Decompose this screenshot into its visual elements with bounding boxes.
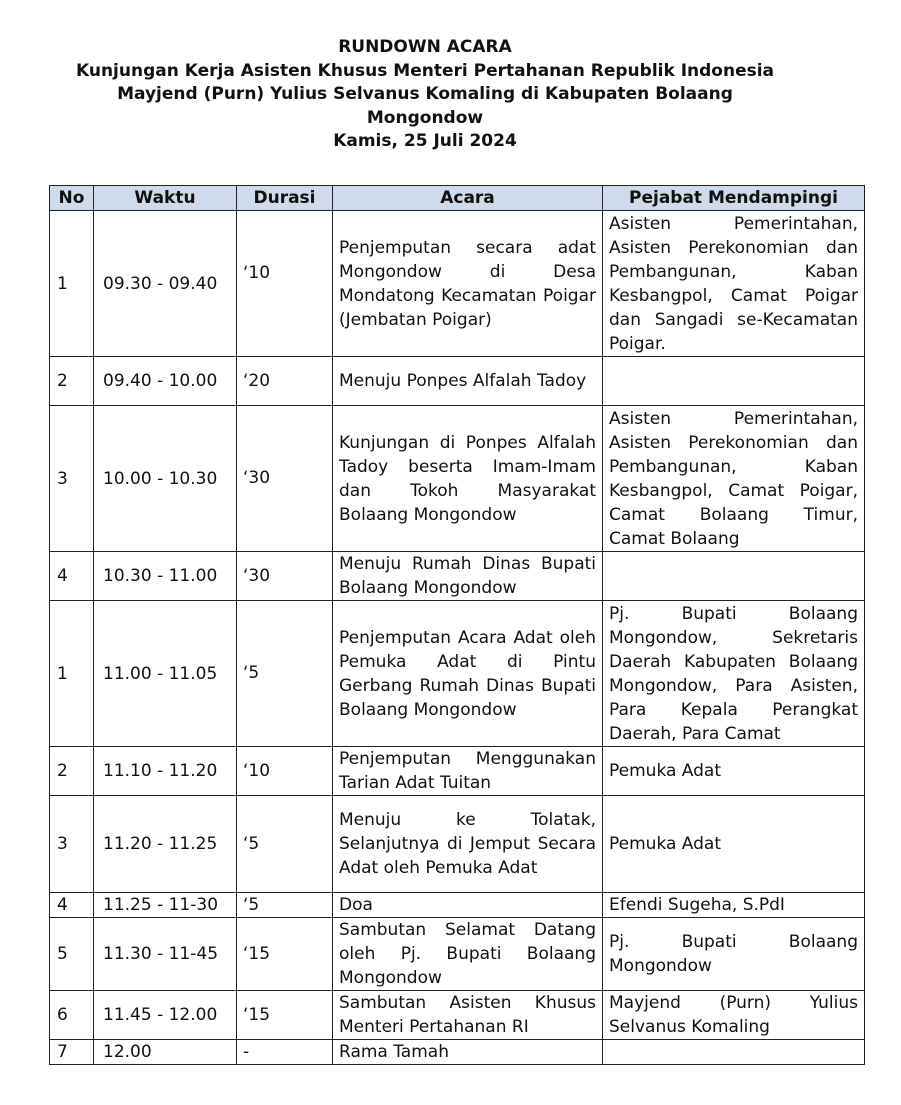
cell-time: 11.25 - 11-30 <box>94 893 237 918</box>
cell-officials: Asisten Pemerintahan, Asisten Perekonomian dan Pembangunan, Kaban Kesbangpol, Camat Poigar, Camat Bolaang Timur, Camat Bolaang <box>603 406 865 552</box>
document-title: RUNDOWN ACARA <box>338 37 512 57</box>
header-waktu: Waktu <box>94 186 237 211</box>
cell-no: 6 <box>50 991 94 1040</box>
cell-no: 7 <box>50 1040 94 1065</box>
cell-officials: Pj. Bupati Bolaang Mongondow <box>603 918 865 991</box>
cell-time: 09.40 - 10.00 <box>94 357 237 406</box>
cell-activity: Sambutan Selamat Datang oleh Pj. Bupati Bolaang Mongondow <box>333 918 603 991</box>
cell-officials <box>603 1040 865 1065</box>
cell-duration: ‘10 <box>237 747 333 796</box>
event-title-line-1: Kunjungan Kerja Asisten Khusus Menteri Pertahanan Republik Indonesia <box>75 60 775 81</box>
cell-no: 2 <box>50 747 94 796</box>
cell-duration: ‘30 <box>237 406 333 552</box>
cell-duration: ‘20 <box>237 357 333 406</box>
cell-activity: Penjemputan Menggunakan Tarian Adat Tuitan <box>333 747 603 796</box>
cell-duration: ‘10 <box>237 211 333 357</box>
header-durasi: Durasi <box>237 186 333 211</box>
cell-officials <box>603 357 865 406</box>
cell-activity: Menuju Rumah Dinas Bupati Bolaang Mongondow <box>333 552 603 601</box>
event-date: Kamis, 25 Juli 2024 <box>333 131 517 151</box>
cell-duration: ‘5 <box>237 893 333 918</box>
document-header <box>0 36 850 154</box>
cell-activity: Sambutan Asisten Khusus Menteri Pertahanan RI <box>333 991 603 1040</box>
cell-no: 3 <box>50 796 94 893</box>
cell-officials: Pj. Bupati Bolaang Mongondow, Sekretaris Daerah Kabupaten Bolaang Mongondow, Para Asisten, Para Kepala Perangkat Daerah, Para Camat <box>603 601 865 747</box>
cell-no: 2 <box>50 357 94 406</box>
table-row <box>50 991 865 1040</box>
cell-officials <box>603 552 865 601</box>
rundown-table <box>49 185 865 1065</box>
cell-no: 3 <box>50 406 94 552</box>
cell-activity: Menuju ke Tolatak, Selanjutnya di Jemput Secara Adat oleh Pemuka Adat <box>333 796 603 893</box>
table-row <box>50 211 865 357</box>
cell-time: 10.30 - 11.00 <box>94 552 237 601</box>
table-row <box>50 796 865 893</box>
cell-activity: Menuju Ponpes Alfalah Tadoy <box>333 357 603 406</box>
header-pejabat: Pejabat Mendampingi <box>603 186 865 211</box>
cell-officials: Mayjend (Purn) Yulius Selvanus Komaling <box>603 991 865 1040</box>
table-header-row <box>50 186 865 211</box>
table-row <box>50 1040 865 1065</box>
cell-time: 11.45 - 12.00 <box>94 991 237 1040</box>
cell-officials: Efendi Sugeha, S.PdI <box>603 893 865 918</box>
cell-duration: ‘30 <box>237 552 333 601</box>
event-title-line-3: Mongondow <box>366 107 484 128</box>
cell-no: 1 <box>50 601 94 747</box>
cell-time: 11.30 - 11-45 <box>94 918 237 991</box>
cell-time: 11.20 - 11.25 <box>94 796 237 893</box>
cell-activity: Kunjungan di Ponpes Alfalah Tadoy beserta Imam-Imam dan Tokoh Masyarakat Bolaang Mongondow <box>333 406 603 552</box>
event-title-line-2: Mayjend (Purn) Yulius Selvanus Komaling di Kabupaten Bolaang <box>117 84 733 104</box>
cell-no: 4 <box>50 893 94 918</box>
table-row <box>50 357 865 406</box>
cell-time: 12.00 <box>94 1040 237 1065</box>
cell-officials: Asisten Pemerintahan, Asisten Perekonomian dan Pembangunan, Kaban Kesbangpol, Camat Poigar dan Sangadi se-Kecamatan Poigar. <box>603 211 865 357</box>
cell-duration: ‘5 <box>237 796 333 893</box>
table-row <box>50 918 865 991</box>
cell-activity: Penjemputan secara adat Mongondow di Desa Mondatong Kecamatan Poigar (Jembatan Poigar) <box>333 211 603 357</box>
cell-no: 4 <box>50 552 94 601</box>
cell-time: 10.00 - 10.30 <box>94 406 237 552</box>
cell-time: 09.30 - 09.40 <box>94 211 237 357</box>
table-row <box>50 406 865 552</box>
cell-activity: Doa <box>333 893 603 918</box>
cell-duration: ‘5 <box>237 601 333 747</box>
cell-time: 11.10 - 11.20 <box>94 747 237 796</box>
cell-activity: Rama Tamah <box>333 1040 603 1065</box>
table-row <box>50 893 865 918</box>
cell-duration: ‘15 <box>237 991 333 1040</box>
header-acara: Acara <box>333 186 603 211</box>
cell-activity: Penjemputan Acara Adat oleh Pemuka Adat di Pintu Gerbang Rumah Dinas Bupati Bolaang Mongondow <box>333 601 603 747</box>
table-row <box>50 601 865 747</box>
cell-duration: - <box>237 1040 333 1065</box>
header-no: No <box>50 186 94 211</box>
cell-officials: Pemuka Adat <box>603 796 865 893</box>
cell-no: 1 <box>50 211 94 357</box>
cell-officials: Pemuka Adat <box>603 747 865 796</box>
cell-time: 11.00 - 11.05 <box>94 601 237 747</box>
table-row <box>50 747 865 796</box>
cell-no: 5 <box>50 918 94 991</box>
table-row <box>50 552 865 601</box>
cell-duration: ‘15 <box>237 918 333 991</box>
